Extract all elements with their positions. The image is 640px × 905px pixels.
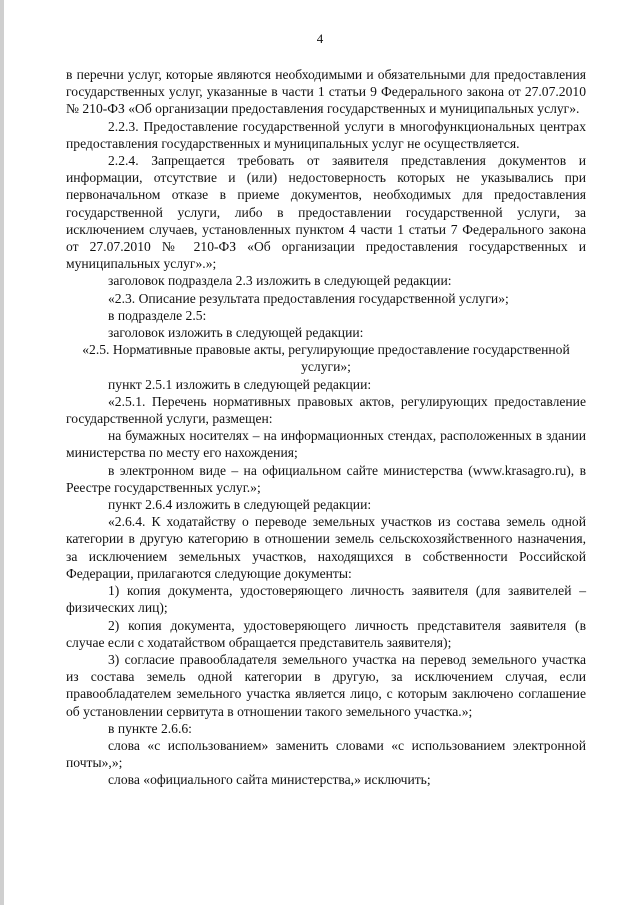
- paragraph: 1) копия документа, удостоверяющего личность заявителя (для заявителей – физических лиц);: [66, 583, 586, 616]
- paragraph: 2.2.3. Предоставление государственной услуги в многофункциональных центрах предоставления государственных и муниципальных услуг не осуществляется.: [66, 118, 586, 151]
- paragraph: пункт 2.5.1 изложить в следующей редакции:: [108, 376, 372, 392]
- page-number: 4: [316, 31, 324, 46]
- paragraph: 2) копия документа, удостоверяющего личность представителя заявителя (в случае если с ходатайством обращается представитель заявителя);: [66, 617, 586, 650]
- paragraph: в перечни услуг, которые являются необходимыми и обязательными для предоставления государственных услуг, указанные в части 1 статьи 9 Федерального закона от 27.07.2010 № 210-ФЗ «Об организации предоставления государственных и муниципальных услуг».: [66, 67, 586, 117]
- scan-edge: [0, 0, 4, 905]
- paragraph: «2.5.1. Перечень нормативных правовых актов, регулирующих предоставление государственной услуги, размещен:: [66, 393, 586, 427]
- paragraph: в пункте 2.6.6:: [108, 720, 192, 736]
- paragraph: на бумажных носителях – на информационных стендах, расположенных в здании министерства по месту его нахождения;: [66, 428, 586, 461]
- paragraph: в подразделе 2.5:: [108, 307, 207, 323]
- paragraph: в электронном виде – на официальном сайте министерства (www.krasagro.ru), в Реестре государственных услуг.»;: [66, 462, 586, 495]
- paragraph: заголовок подраздела 2.3 изложить в следующей редакции:: [108, 273, 452, 289]
- paragraph: слова «с использованием» заменить словами «с использованием электронной почты»,»;: [66, 737, 586, 771]
- document-body: [66, 66, 586, 789]
- paragraph: 2.2.4. Запрещается требовать от заявителя представления документов и информации, отсутствие и (или) недостоверность которых не указывались при первоначальном отказе в приеме документов, необходимых для предоставления государственной услуги, либо в предоставлении государственной услуги, за исключением случаев, установленных пунктом 4 части 1 статьи 7 Федерального закона от 27.07.2010 № 210-ФЗ «Об организации предоставления государственных и муниципальных услуг».»;: [66, 153, 586, 272]
- paragraph: заголовок изложить в следующей редакции:: [108, 325, 364, 341]
- paragraph: пункт 2.6.4 изложить в следующей редакции:: [108, 497, 372, 513]
- paragraph: «2.5. Нормативные правовые акты, регулирующие предоставление государственной услуги»;: [82, 342, 570, 375]
- paragraph: «2.6.4. К ходатайству о переводе земельных участков из состава земель одной категории в другую категорию в отношении земель сельскохозяйственного назначения, за исключением земельных участков, находящихся в собственности Российской Федерации, прилагаются следующие документы:: [66, 514, 586, 581]
- paragraph: «2.3. Описание результата предоставления государственной услуги»;: [108, 290, 509, 306]
- paragraph: слова «официального сайта министерства,» исключить;: [108, 772, 431, 788]
- paragraph: 3) согласие правообладателя земельного участка на перевод земельного участка из состава земель одной категории в другую, за исключением случая, если правообладателем земельного участка является лицо, с которым заключено соглашение об установлении сервитута в отношении такого земельного участка.»;: [66, 651, 586, 719]
